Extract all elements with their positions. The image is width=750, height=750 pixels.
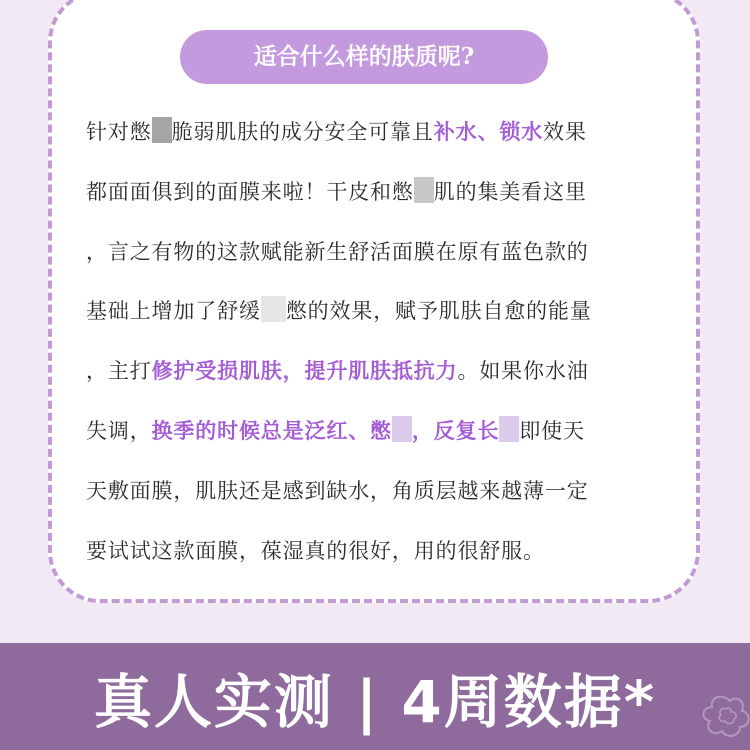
paragraph-line: 天敷面膜，肌肤还是感到缺水，角质层越来越薄一定 xyxy=(86,478,589,503)
paragraph-line: 针对憋 脆弱肌肤的成分安全可靠且补水、锁水效果 xyxy=(86,103,671,163)
section-banner xyxy=(0,643,750,750)
paragraph-line: ，主打修护受损肌肤，提升肌肤抵抗力。如果你水油 xyxy=(86,359,589,384)
redacted-character xyxy=(414,177,434,203)
section-heading: 适合什么样的肤质呢? xyxy=(180,30,548,84)
redacted-character xyxy=(261,296,286,322)
paragraph-line: 基础上增加了舒缓 憋的效果，赋予肌肤自愈的能量 xyxy=(86,282,671,342)
paragraph-line: 要试试这款面膜，葆湿真的很好，用的很舒服。 xyxy=(86,538,545,563)
paragraph-line: ，言之有物的这款赋能新生舒活面膜在原有蓝色款的 xyxy=(86,239,589,264)
redacted-character xyxy=(152,117,172,143)
highlight-text: ，反复长 xyxy=(411,418,500,443)
description-paragraph xyxy=(86,103,671,581)
redacted-character xyxy=(392,416,412,442)
highlight-text: 补水、锁水 xyxy=(433,120,544,144)
highlight-text: 换季的时候总是泛红、憋 xyxy=(151,418,392,443)
paragraph-line: 都面面俱到的面膜来啦！干皮和憋 肌的集美看这里 xyxy=(86,163,671,223)
cloud-ornament-icon xyxy=(690,683,750,750)
paragraph-line: 失调，换季的时候总是泛红、憋 ，反复长 即使天 xyxy=(86,402,671,462)
highlight-text: 修护受损肌肤，提升肌肤抵抗力 xyxy=(151,359,458,384)
redacted-character xyxy=(499,416,519,442)
banner-title: 真人实测 | 4周数据* xyxy=(93,668,657,736)
